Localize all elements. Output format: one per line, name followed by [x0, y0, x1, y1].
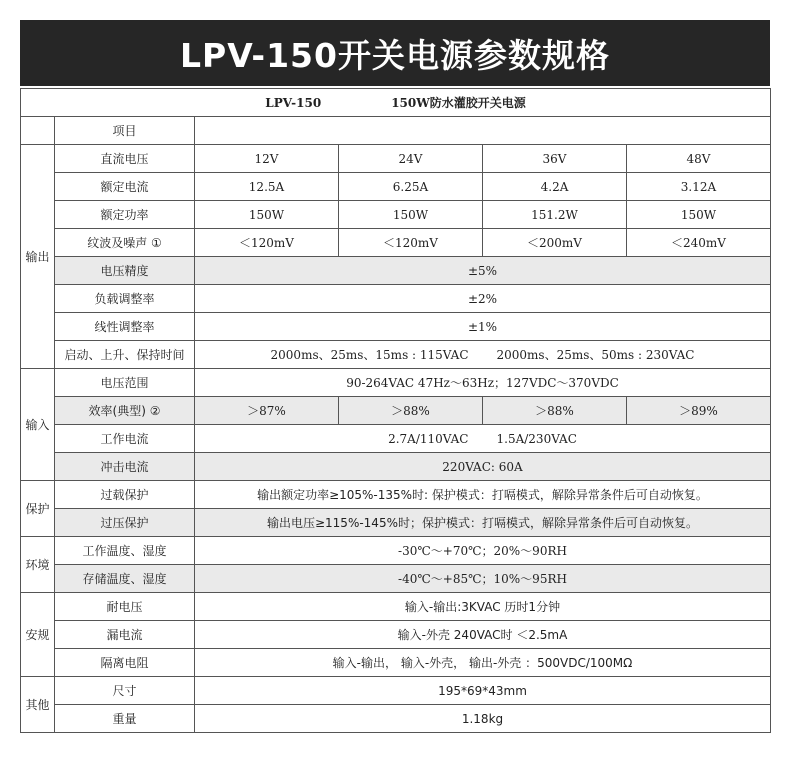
- overvoltage-value: 输出电压≥115%-145%时；保护模式：打嗝模式，解除异常条件后可自动恢复。: [195, 509, 771, 537]
- group-environment: 环境: [21, 537, 55, 593]
- leakage-current-value: 输入-外壳 240VAC时 ＜2.5mA: [195, 621, 771, 649]
- model-row: [21, 89, 771, 117]
- row-leakage-current: [21, 621, 771, 649]
- row-ripple-noise: [21, 229, 771, 257]
- page-title: LPV-150开关电源参数规格: [180, 35, 610, 75]
- row-voltage-accuracy: [21, 257, 771, 285]
- label-working-current: 工作电流: [55, 425, 195, 453]
- working-temp-value: -30℃～+70℃；20%～90RH: [195, 537, 771, 565]
- spec-table: [20, 88, 771, 733]
- item-header: 项目: [55, 117, 195, 145]
- withstand-voltage-value: 输入-输出:3KVAC 历时1分钟: [195, 593, 771, 621]
- weight-value: 1.18kg: [195, 705, 771, 733]
- row-overvoltage: [21, 509, 771, 537]
- header-empty: [195, 117, 771, 145]
- row-size: [21, 677, 771, 705]
- dc-voltage-12v: 12V: [195, 145, 339, 173]
- label-size: 尺寸: [55, 677, 195, 705]
- label-voltage-accuracy: 电压精度: [55, 257, 195, 285]
- row-startup-time: [21, 341, 771, 369]
- voltage-accuracy-value: ±5%: [195, 257, 771, 285]
- rated-power-24v: 150W: [339, 201, 483, 229]
- row-weight: [21, 705, 771, 733]
- row-working-temp: [21, 537, 771, 565]
- row-efficiency: [21, 397, 771, 425]
- row-voltage-range: [21, 369, 771, 397]
- overload-value: 输出额定功率≥105%-135%时: 保护模式：打嗝模式，解除异常条件后可自动恢复。: [195, 481, 771, 509]
- efficiency-24v: ＞88%: [339, 397, 483, 425]
- startup-time-115vac: 2000ms、25ms、15ms : 115VAC: [270, 348, 469, 362]
- label-overvoltage: 过压保护: [55, 509, 195, 537]
- load-regulation-value: ±2%: [195, 285, 771, 313]
- working-current-110vac: 2.7A/110VAC: [388, 431, 469, 446]
- label-leakage-current: 漏电流: [55, 621, 195, 649]
- model-name: LPV-150: [265, 96, 322, 110]
- startup-time-230vac: 2000ms、25ms、50ms : 230VAC: [496, 348, 695, 362]
- rated-power-12v: 150W: [195, 201, 339, 229]
- row-dc-voltage: [21, 145, 771, 173]
- rated-current-12v: 12.5A: [195, 173, 339, 201]
- label-overload: 过载保护: [55, 481, 195, 509]
- ripple-noise-12v: ＜120mV: [195, 229, 339, 257]
- efficiency-48v: ＞89%: [627, 397, 771, 425]
- label-load-regulation: 负载调整率: [55, 285, 195, 313]
- row-overload: [21, 481, 771, 509]
- dc-voltage-36v: 36V: [483, 145, 627, 173]
- label-startup-time: 启动、上升、保持时间: [55, 341, 195, 369]
- group-protection: 保护: [21, 481, 55, 537]
- rated-current-48v: 3.12A: [627, 173, 771, 201]
- label-isolation-resistance: 隔离电阻: [55, 649, 195, 677]
- dc-voltage-24v: 24V: [339, 145, 483, 173]
- label-rated-current: 额定电流: [55, 173, 195, 201]
- group-output: 输出: [21, 145, 55, 369]
- working-current-value: [195, 425, 771, 453]
- label-weight: 重量: [55, 705, 195, 733]
- label-inrush-current: 冲击电流: [55, 453, 195, 481]
- group-input: 输入: [21, 369, 55, 481]
- row-withstand-voltage: [21, 593, 771, 621]
- rated-current-24v: 6.25A: [339, 173, 483, 201]
- label-efficiency: 效率(典型) ②: [55, 397, 195, 425]
- working-current-230vac: 1.5A/230VAC: [496, 431, 577, 446]
- row-working-current: [21, 425, 771, 453]
- row-storage-temp: [21, 565, 771, 593]
- label-ripple-noise: 纹波及噪声 ①: [55, 229, 195, 257]
- label-voltage-range: 电压范围: [55, 369, 195, 397]
- rated-current-36v: 4.2A: [483, 173, 627, 201]
- label-dc-voltage: 直流电压: [55, 145, 195, 173]
- line-regulation-value: ±1%: [195, 313, 771, 341]
- ripple-noise-36v: ＜200mV: [483, 229, 627, 257]
- isolation-resistance-value: 输入-输出， 输入-外壳， 输出-外壳 ：500VDC/100MΩ: [195, 649, 771, 677]
- rated-power-36v: 151.2W: [483, 201, 627, 229]
- ripple-noise-24v: ＜120mV: [339, 229, 483, 257]
- header-row: [21, 117, 771, 145]
- row-load-regulation: [21, 285, 771, 313]
- efficiency-12v: ＞87%: [195, 397, 339, 425]
- rated-power-48v: 150W: [627, 201, 771, 229]
- startup-time-value: [195, 341, 771, 369]
- label-withstand-voltage: 耐电压: [55, 593, 195, 621]
- label-storage-temp: 存储温度、湿度: [55, 565, 195, 593]
- group-safety: 安规: [21, 593, 55, 677]
- model-cell: [21, 89, 771, 117]
- group-other: 其他: [21, 677, 55, 733]
- inrush-current-value: 220VAC: 60A: [195, 453, 771, 481]
- row-rated-current: [21, 173, 771, 201]
- size-value: 195*69*43mm: [195, 677, 771, 705]
- storage-temp-value: -40℃～+85℃；10%～95RH: [195, 565, 771, 593]
- voltage-range-value: 90-264VAC 47Hz～63Hz；127VDC～370VDC: [195, 369, 771, 397]
- header-spacer: [21, 117, 55, 145]
- row-line-regulation: [21, 313, 771, 341]
- dc-voltage-48v: 48V: [627, 145, 771, 173]
- model-description: 150W防水灌胶开关电源: [391, 96, 526, 110]
- label-working-temp: 工作温度、湿度: [55, 537, 195, 565]
- label-line-regulation: 线性调整率: [55, 313, 195, 341]
- page-title-banner: [20, 20, 770, 86]
- label-rated-power: 额定功率: [55, 201, 195, 229]
- row-inrush-current: [21, 453, 771, 481]
- efficiency-36v: ＞88%: [483, 397, 627, 425]
- ripple-noise-48v: ＜240mV: [627, 229, 771, 257]
- row-rated-power: [21, 201, 771, 229]
- row-isolation-resistance: [21, 649, 771, 677]
